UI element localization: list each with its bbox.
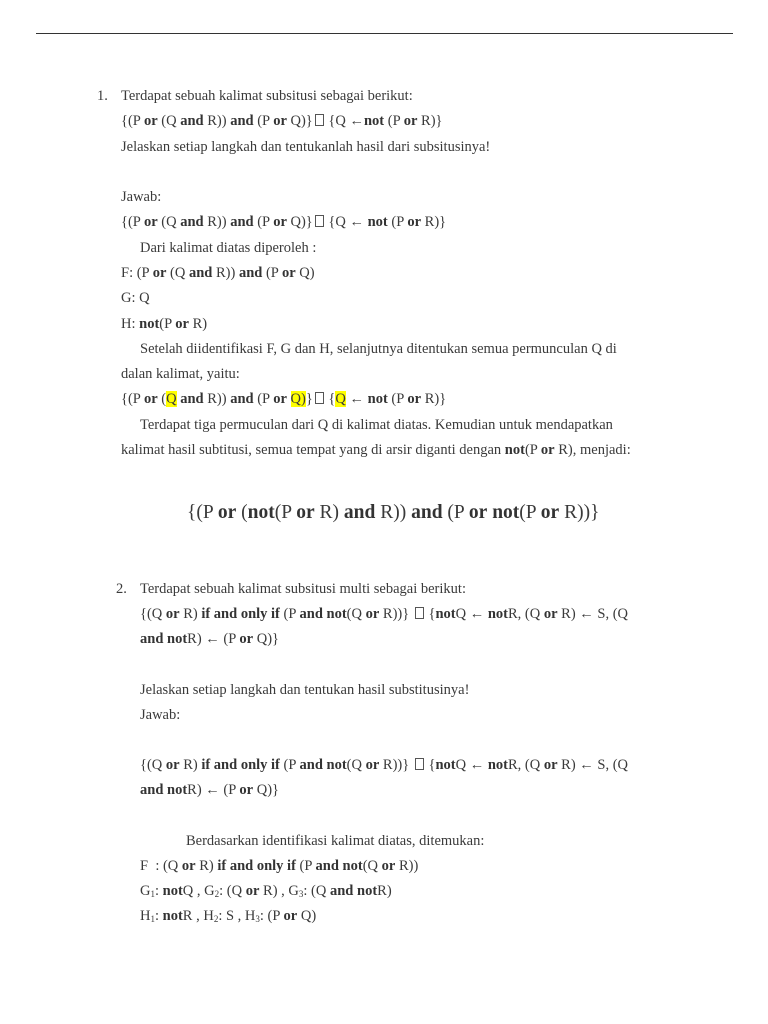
item-2-g-definitions: $G_1$: notQ , $G_2$: (Q or R) , $G_3$: (Q and notR) — [140, 883, 392, 899]
item-2-answer-label: Jawab: — [140, 707, 181, 723]
item-2-instruction: Jelaskan setiap langkah dan tentukan hasil substitusinya! — [140, 682, 470, 698]
item-2-formula-line-2: and notR) ← (P or Q)} — [140, 631, 279, 647]
item-2-answer-formula-line-1: {(Q or R) if and only if (P and not(Q or R))} {notQ ← notR, (Q or R) ← S, (Q — [140, 757, 629, 773]
item-1-instruction: Jelaskan setiap langkah dan tentukanlah hasil dari subsitusinya! — [121, 139, 491, 155]
item-2-answer-formula-line-2: and notR) ← (P or Q)} — [140, 782, 279, 798]
missing-glyph-icon — [315, 392, 324, 404]
missing-glyph-icon — [315, 114, 324, 126]
item-1-result-formula: {(P or (not(P or R) and R)) and (P or not(P or R))} — [187, 502, 600, 523]
missing-glyph-icon — [415, 607, 424, 619]
item-1-identify-text-b: dalan kalimat, yaitu: — [121, 366, 240, 382]
item-2-identify-intro: Berdasarkan identifikasi kalimat diatas, ditemukan: — [186, 833, 485, 849]
item-1-g-definition: G: Q — [121, 290, 150, 306]
item-2-h-definitions: $H_1$: notR , $H_2$: S , $H_3$: (P or Q) — [140, 908, 317, 924]
item-1-answer-formula: {(P or (Q and R)) and (P or Q)} {Q ← not (P or R)} — [121, 214, 447, 230]
item-1-identify-text-a: Setelah diidentifikasi F, G dan H, selanjutnya ditentukan semua permunculan Q di — [140, 341, 617, 357]
item-1-occurrence-text-a: Terdapat tiga permuculan dari Q di kalimat diatas. Kemudian untuk mendapatkan — [140, 417, 613, 433]
item-1-highlighted-formula: {(P or (Q and R)) and (P or Q)} {Q ← not (P or R)} — [121, 391, 447, 407]
item-1-f-definition: F: (P or (Q and R)) and (P or Q) — [121, 265, 315, 281]
item-1-h-definition: H: not(P or R) — [121, 316, 208, 332]
item-2-intro: Terdapat sebuah kalimat subsitusi multi sebagai berikut: — [140, 581, 466, 597]
item-2-f-definition: F : (Q or R) if and only if (P and not(Q or R)) — [140, 858, 419, 874]
item-1-number: 1. — [97, 88, 108, 104]
occurrence-text-b2: , menjadi: — [572, 442, 631, 458]
item-2-number: 2. — [116, 581, 127, 597]
item-1-answer-label: Jawab: — [121, 189, 162, 205]
header-rule — [36, 33, 733, 34]
item-1-intro: Terdapat sebuah kalimat subsitusi sebagai berikut: — [121, 88, 413, 104]
occurrence-text-b1: kalimat hasil subtitusi, semua tempat yang di arsir diganti dengan — [121, 442, 502, 458]
item-1-derived-intro: Dari kalimat diatas diperoleh : — [140, 240, 317, 256]
item-1-occurrence-text-b: kalimat hasil subtitusi, semua tempat yang di arsir diganti dengan not(P or R), menjadi: — [121, 442, 631, 458]
item-2-formula-line-1: {(Q or R) if and only if (P and not(Q or R))} {notQ ← notR, (Q or R) ← S, (Q — [140, 606, 629, 622]
item-1-formula: {(P or (Q and R)) and (P or Q)} {Q ←not (P or R)} — [121, 113, 443, 129]
missing-glyph-icon — [315, 215, 324, 227]
missing-glyph-icon — [415, 758, 424, 770]
